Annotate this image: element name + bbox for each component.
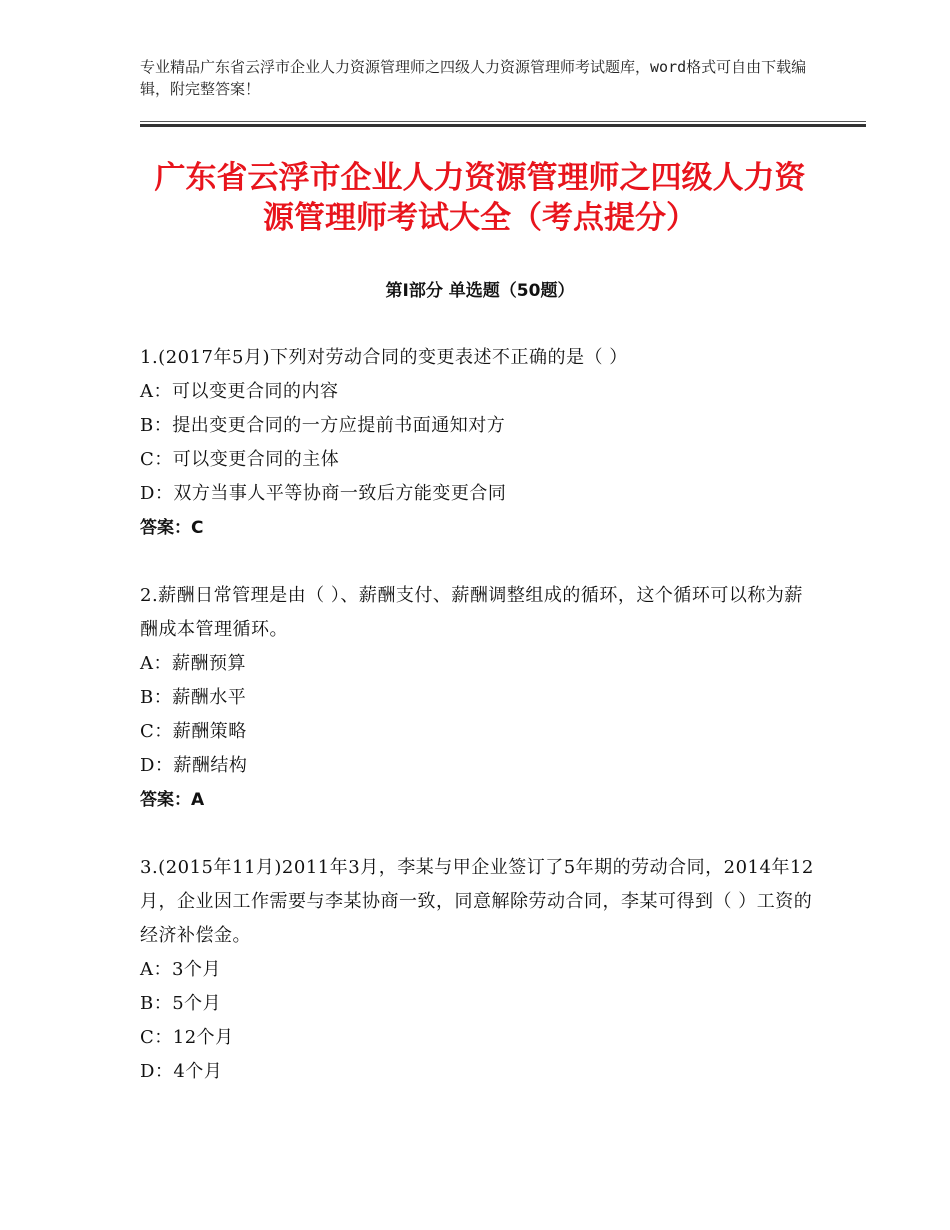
option-c: C：可以变更合同的主体 xyxy=(140,449,340,470)
option-d: D：4个月 xyxy=(140,1061,223,1082)
question-2 xyxy=(140,579,820,817)
option-c: C：12个月 xyxy=(140,1027,234,1048)
option-b: B：提出变更合同的一方应提前书面通知对方 xyxy=(140,415,506,436)
option-b: B：5个月 xyxy=(140,993,222,1014)
answer: 答案：C xyxy=(140,518,204,538)
section-heading: 第Ⅰ部分 单选题（50题） xyxy=(385,281,575,301)
question-1 xyxy=(140,341,820,545)
question-3 xyxy=(140,851,820,1089)
option-a: A：可以变更合同的内容 xyxy=(140,381,339,402)
option-c: C：薪酬策略 xyxy=(140,721,247,742)
option-d: D：双方当事人平等协商一致后方能变更合同 xyxy=(140,483,507,504)
option-d: D：薪酬结构 xyxy=(140,755,248,776)
header-note: 专业精品广东省云浮市企业人力资源管理师之四级人力资源管理师考试题库，word格式可自由下载编辑，附完整答案！ xyxy=(140,58,807,98)
option-b: B：薪酬水平 xyxy=(140,687,247,708)
header-divider-thin xyxy=(140,121,866,122)
answer: 答案：A xyxy=(140,790,205,810)
header-divider-thick xyxy=(140,124,866,127)
question-stem: 3.(2015年11月)2011年3月，李某与甲企业签订了5年期的劳动合同，2014年12月，企业因工作需要与李某协商一致，同意解除劳动合同，李某可得到（ ）工资的经济补偿金。 xyxy=(140,857,814,946)
question-stem: 2.薪酬日常管理是由（ ）、薪酬支付、薪酬调整组成的循环，这个循环可以称为薪酬成本管理循环。 xyxy=(140,585,803,640)
document-title: 广东省云浮市企业人力资源管理师之四级人力资源管理师考试大全（考点提分） xyxy=(154,160,806,236)
option-a: A：薪酬预算 xyxy=(140,653,246,674)
question-stem: 1.(2017年5月)下列对劳动合同的变更表述不正确的是（ ） xyxy=(140,347,628,368)
option-a: A：3个月 xyxy=(140,959,221,980)
